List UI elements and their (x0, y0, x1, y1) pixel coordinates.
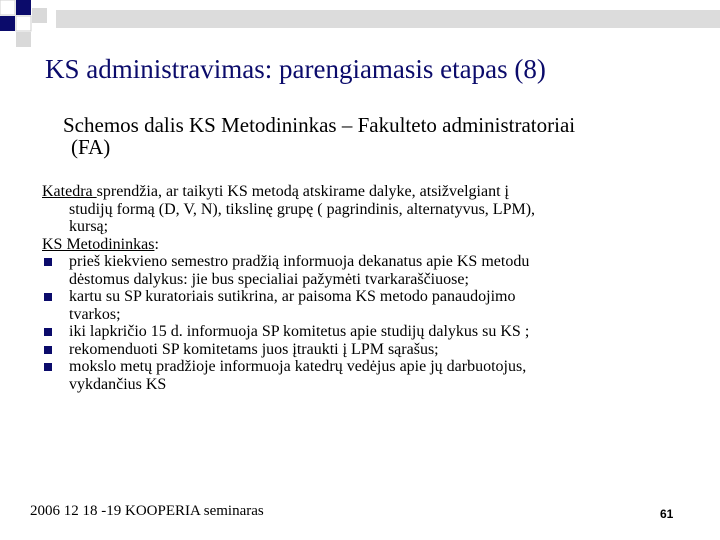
square-bullet-icon (44, 293, 52, 301)
metodininkas-label: KS Metodininkas (42, 235, 155, 253)
list-item-text: dėstomus dalykus: jie bus specialiai pažymėti tvarkaraščiuose; (69, 270, 469, 288)
list-item-text: prieš kiekvieno semestro pradžią informuoja dekanatus apie KS metodu (69, 253, 530, 270)
subtitle-line: (FA) (71, 135, 111, 159)
list-item-text: iki lapkričio 15 d. informuoja SP komitetus apie studijų dalykus su KS ; (69, 323, 530, 340)
metodininkas-colon: : (154, 235, 159, 253)
page-number: 61 (660, 507, 674, 521)
slide-body (42, 183, 682, 393)
katedra-text: studijų formą (D, V, N), tikslinę grupę ( pagrindinis, alternatyvus, LPM), (69, 200, 536, 218)
square-bullet-icon (44, 346, 52, 354)
katedra-label: Katedra (42, 183, 97, 200)
list-item-text: tvarkos; (69, 305, 121, 323)
katedra-text: sprendžia, ar taikyti KS metodą atskirame dalyke, atsižvelgiant į (96, 183, 509, 200)
list-item-text: mokslo metų pradžioje informuoja katedrų vedėjus apie jų darbuotojus, (69, 358, 527, 375)
list-item (42, 341, 682, 359)
list-item (42, 288, 682, 323)
metodininkas-heading (42, 236, 682, 254)
list-item-text: rekomenduoti SP komitetams juos įtraukti į LPM sąrašus; (69, 340, 439, 358)
katedra-text: kursą; (69, 218, 109, 235)
footer-text: 2006 12 18 -19 KOOPERIA seminaras (30, 503, 264, 519)
square-bullet-icon (44, 258, 52, 266)
list-item (42, 323, 682, 341)
square-bullet-icon (44, 328, 52, 336)
corner-decoration (0, 0, 720, 48)
square-bullet-icon (44, 363, 52, 371)
subtitle-line: Schemos dalis KS Metodininkas – Fakulteto administratoriai (63, 113, 576, 137)
list-item-text: kartu su SP kuratoriais sutikrina, ar paisoma KS metodo panaudojimo (69, 288, 516, 305)
list-item-text: vykdančius KS (69, 375, 167, 393)
slide-subtitle (63, 114, 703, 158)
katedra-paragraph (42, 183, 682, 236)
list-item (42, 358, 682, 393)
list-item (42, 253, 682, 288)
slide-title: KS administravimas: parengiamasis etapas (8) (45, 54, 546, 84)
